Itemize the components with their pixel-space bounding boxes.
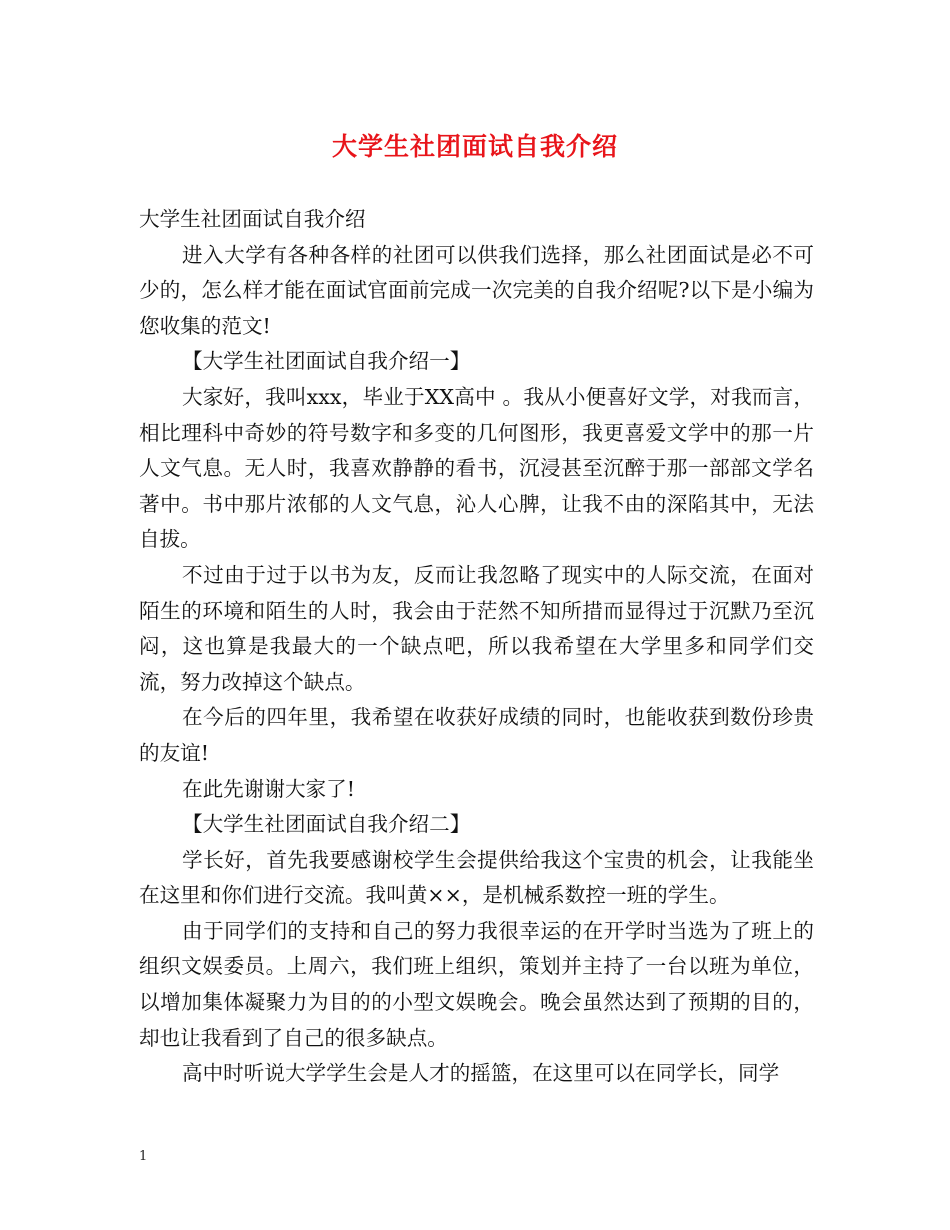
document-body xyxy=(139,202,814,1092)
body-paragraph: 高中时听说大学学生会是人才的摇篮，在这里可以在同学长，同学 xyxy=(182,1061,780,1086)
body-paragraph: 学长好，首先我要感谢校学生会提供给我这个宝贵的机会，让我能坐在这里和你们进行交流。我叫黄××，是机械系数控一班的学生。 xyxy=(139,847,814,908)
body-paragraph: 大家好，我叫xxx，毕业于XX高中 。我从小便喜好文学，对我而言，相比理科中奇妙的符号数字和多变的几何图形，我更喜爱文学中的那一片人文气息。无人时，我喜欢静静的看书，沉浸甚至沉醉于那一部部文学名著中。书中那片浓郁的人文气息，沁人心脾，让我不由的深陷其中，无法自拔。 xyxy=(139,384,814,552)
document-title: 大学生社团面试自我介绍 xyxy=(331,132,618,161)
page-number: 1 xyxy=(139,1149,148,1164)
subtitle-paragraph: 大学生社团面试自我介绍 xyxy=(139,207,366,231)
body-paragraph: 不过由于过于以书为友，反而让我忽略了现实中的人际交流，在面对陌生的环境和陌生的人时，我会由于茫然不知所措而显得过于沉默乃至沉闷，这也算是我最大的一个缺点吧，所以我希望在大学里多和同学们交流，努力改掉这个缺点。 xyxy=(139,562,814,694)
section-heading-two: 【大学生社团面试自我介绍二】 xyxy=(182,812,471,837)
body-paragraph: 在此先谢谢大家了! xyxy=(182,776,356,801)
intro-paragraph: 进入大学有各种各样的社团可以供我们选择，那么社团面试是必不可少的，怎么样才能在面试官面前完成一次完美的自我介绍呢?以下是小编为您收集的范文! xyxy=(139,242,814,338)
body-paragraph: 由于同学们的支持和自己的努力我很幸运的在开学时当选为了班上的组织文娱委员。上周六，我们班上组织，策划并主持了一台以班为单位，以增加集体凝聚力为目的的小型文娱晚会。晚会虽然达到了预期的目的，却也让我看到了自己的很多缺点。 xyxy=(139,918,814,1050)
body-paragraph: 在今后的四年里，我希望在收获好成绩的同时，也能收获到数份珍贵的友谊! xyxy=(139,705,814,765)
section-heading-one: 【大学生社团面试自我介绍一】 xyxy=(182,349,471,374)
